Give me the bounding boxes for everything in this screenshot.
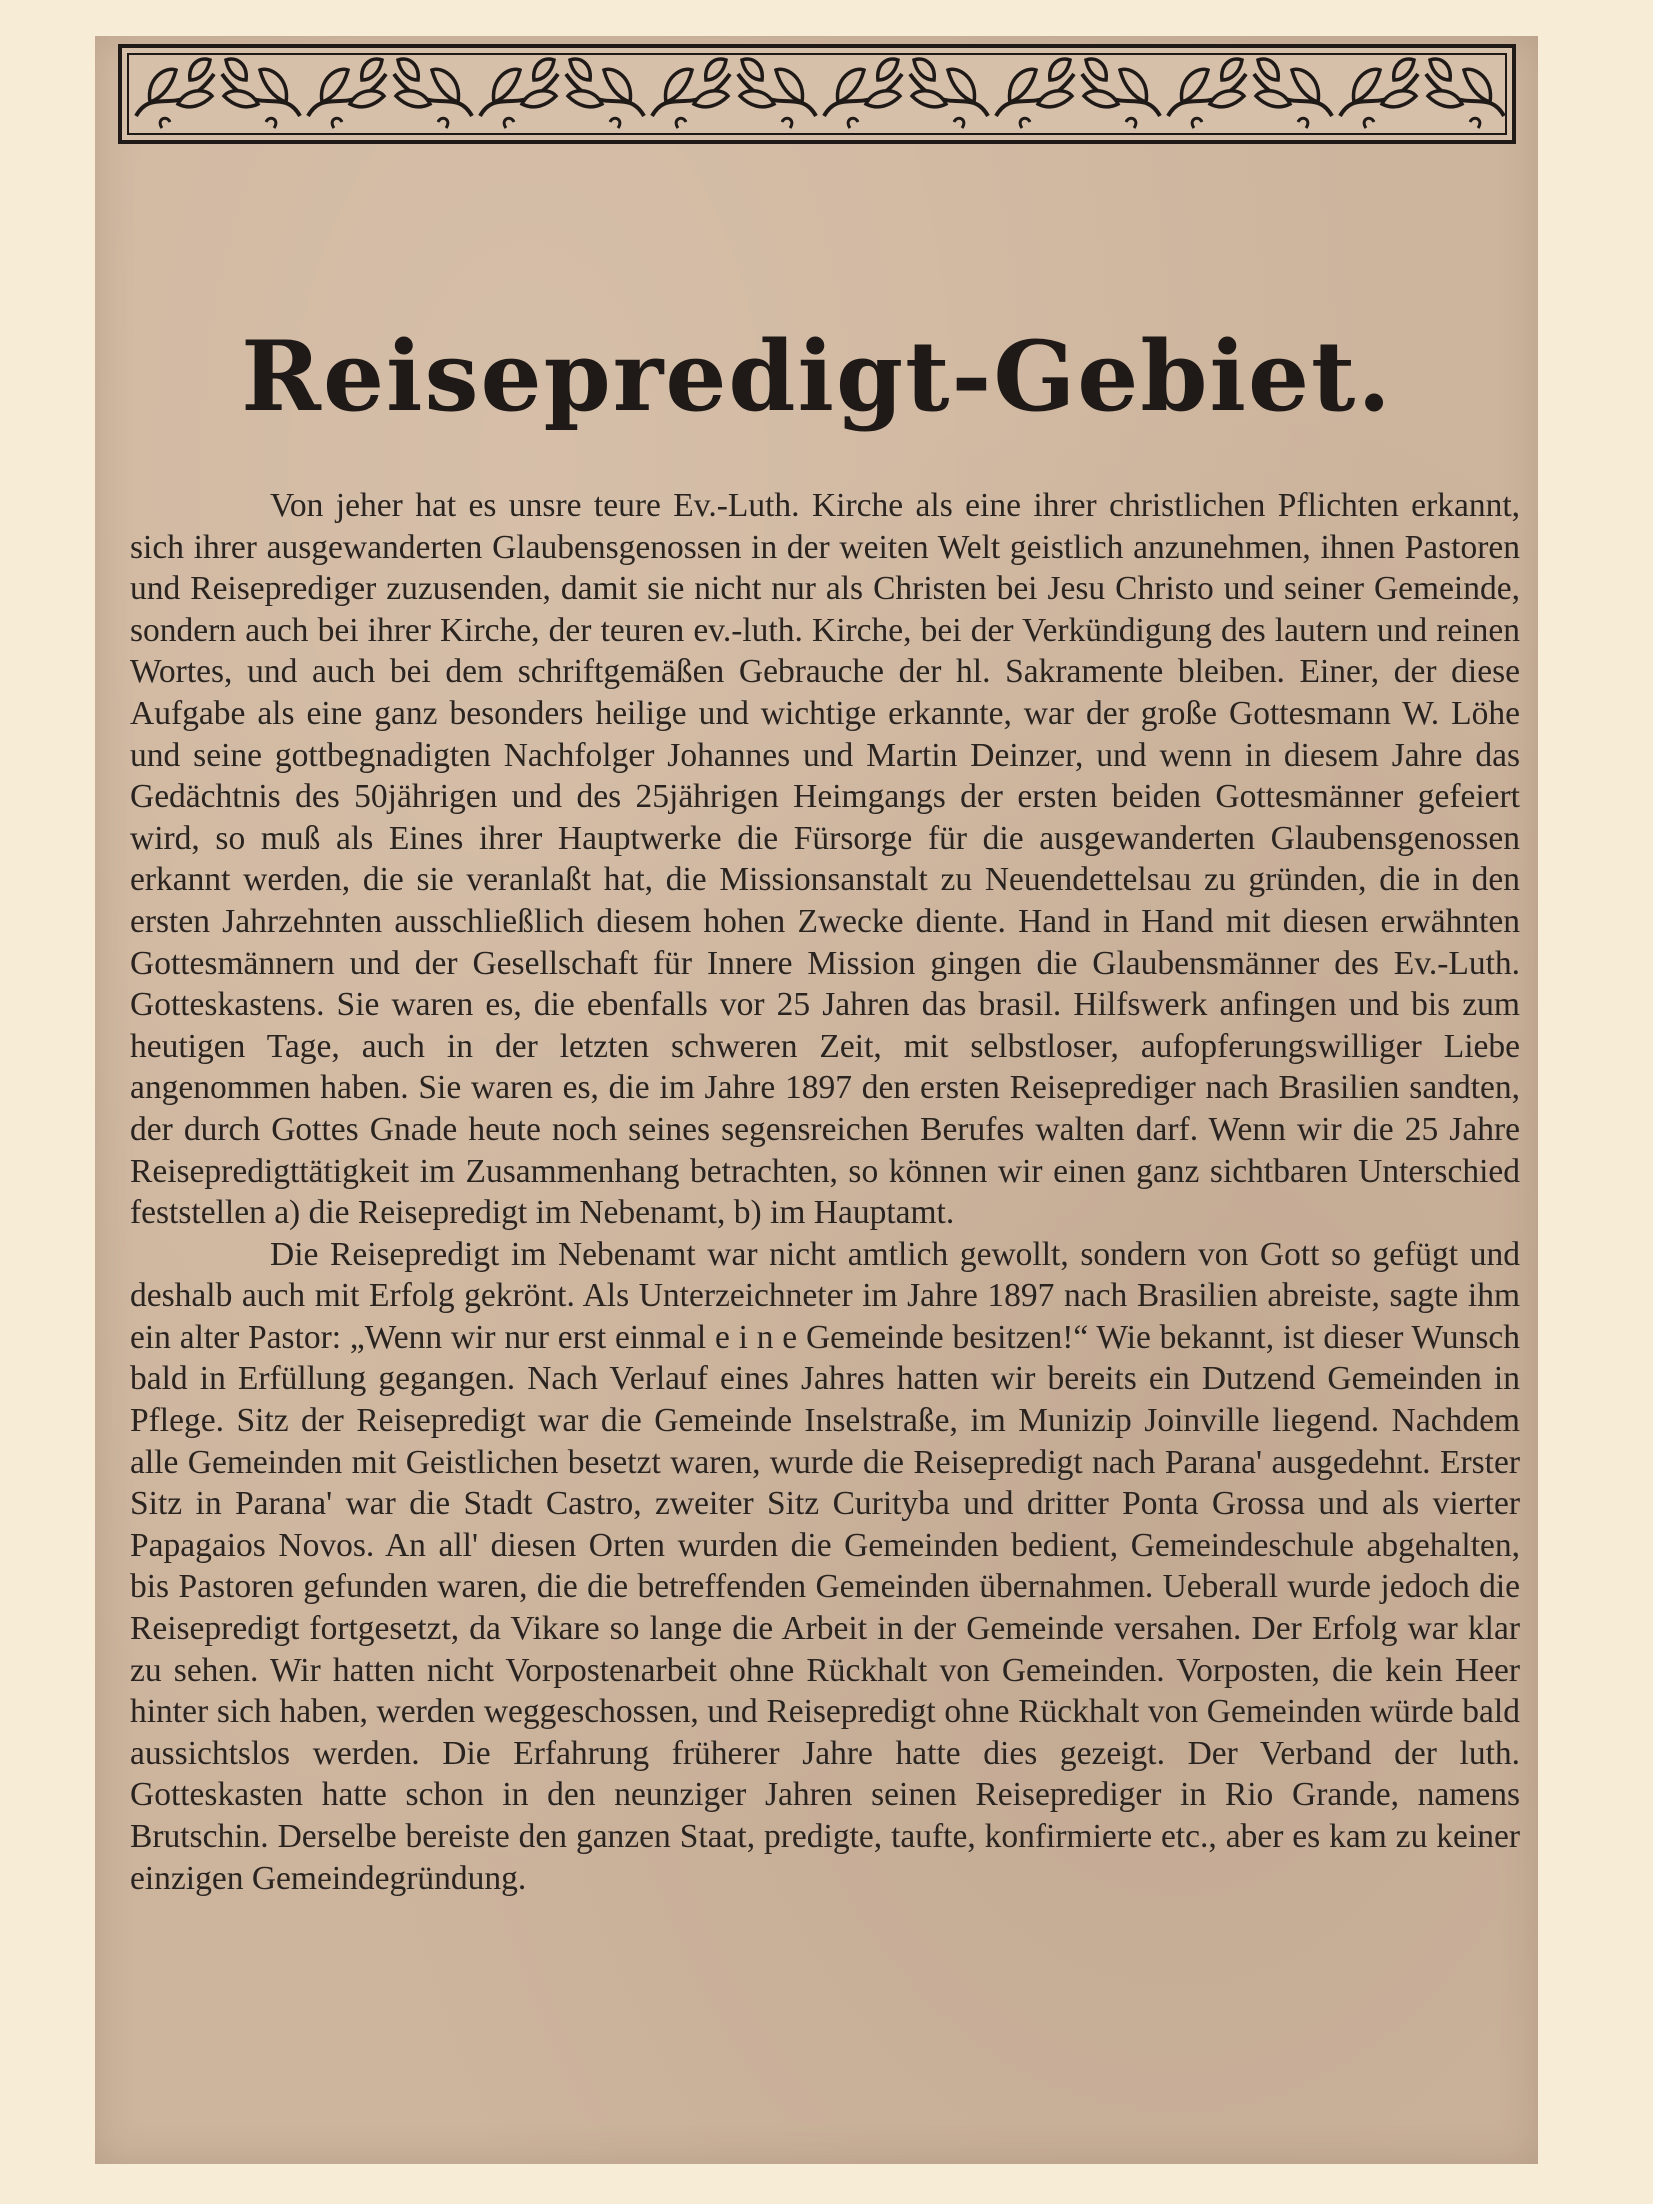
article-title: Reisepredigt-Gebiet. — [241, 320, 1393, 433]
article-body — [130, 485, 1520, 1899]
paragraph-2: Die Reisepredigt im Nebenamt war nicht amtlich gewollt, sondern von Gott so gefügt und deshalb auch mit Erfolg gekrönt. Als Unterzeichneter im Jahre 1897 nach Brasilien abreiste, sagte ihm ein alter Pastor: „Wenn wir nur erst einmal e i n e Gemeinde besitzen!“ Wie bekannt, ist dieser Wunsch bald in Erfüllung gegangen. Nach Verlauf eines Jahres hatten wir bereits ein Dutzend Gemeinden in Pflege. Sitz der Reisepredigt war die Gemeinde Inselstraße, im Munizip Joinville liegend. Nachdem alle Gemeinden mit Geistlichen besetzt waren, wurde die Reisepredigt nach Parana' ausgedehnt. Erster Sitz in Parana' war die Stadt Castro, zweiter Sitz Curityba und dritter Ponta Grossa und als vierter Papagaios Novos. An all' diesen Orten wurden die Gemeinden bedient, Gemeindeschule abgehalten, bis Pastoren gefunden waren, die die betreffenden Gemeinden übernahmen. Ueberall wurde jedoch die Reisepredigt fortgesetzt, da Vikare so lange die Arbeit in der Gemeinde versahen. Der Erfolg war klar zu sehen. Wir hatten nicht Vorpostenarbeit ohne Rückhalt von Gemeinden. Vorposten, die kein Heer hinter sich haben, werden weggeschossen, und Reisepredigt ohne Rückhalt von Gemeinden würde bald aussichtslos werden. Die Erfahrung früherer Jahre hatte dies gezeigt. Der Verband der luth. Gotteskasten hatte schon in den neunziger Jahren seinen Reiseprediger in Rio Grande, namens Brutschin. Derselbe bereiste den ganzen Staat, predigte, taufte, konfirmierte etc., aber es kam zu keiner einzigen Gemeindegründung. — [130, 1235, 1520, 1897]
paragraph-1: Von jeher hat es unsre teure Ev.-Luth. Kirche als eine ihrer christlichen Pflichten erkannt, sich ihrer ausgewanderten Glaubensgenossen in der weiten Welt geistlich anzunehmen, ihnen Pastoren und Reiseprediger zuzusenden, damit sie nicht nur als Christen bei Jesu Christo und seiner Gemeinde, sondern auch bei ihrer Kirche, der teuren ev.-luth. Kirche, bei der Verkündigung des lautern und reinen Wortes, und auch bei dem schriftgemäßen Gebrauche der hl. Sakramente bleiben. Einer, der diese Aufgabe als eine ganz besonders heilige und wichtige erkannte, war der große Gottesmann W. Löhe und seine gottbegnadigten Nachfolger Johannes und Martin Deinzer, und wenn in diesem Jahre das Gedächtnis des 50jährigen und des 25jährigen Heimgangs der ersten beiden Gottesmänner gefeiert wird, so muß als Eines ihrer Hauptwerke die Fürsorge für die ausgewanderten Glaubensgenossen erkannt werden, die sie veranlaßt hat, die Missionsanstalt zu Neuendettelsau zu gründen, die in den ersten Jahrzehnten ausschließlich diesem hohen Zwecke diente. Hand in Hand mit diesen erwähnten Gottesmännern und der Gesellschaft für Innere Mission gingen die Glaubensmänner des Ev.-Luth. Gotteskastens. Sie waren es, die ebenfalls vor 25 Jahren das brasil. Hilfswerk anfingen und bis zum heutigen Tage, auch in der letzten schweren Zeit, mit selbstloser, aufopferungswilliger Liebe angenommen haben. Sie waren es, die im Jahre 1897 den ersten Reiseprediger nach Brasilien sandten, der durch Gottes Gnade heute noch seines segensreichen Berufes walten darf. Wenn wir die 25 Jahre Reisepredigttätigkeit im Zusammenhang betrachten, so können wir einen ganz sichtbaren Unterschied feststellen a) die Reisepredigt im Nebenamt, b) im Hauptamt. — [130, 487, 1520, 1232]
leaf-vine-border-icon — [118, 44, 1516, 144]
